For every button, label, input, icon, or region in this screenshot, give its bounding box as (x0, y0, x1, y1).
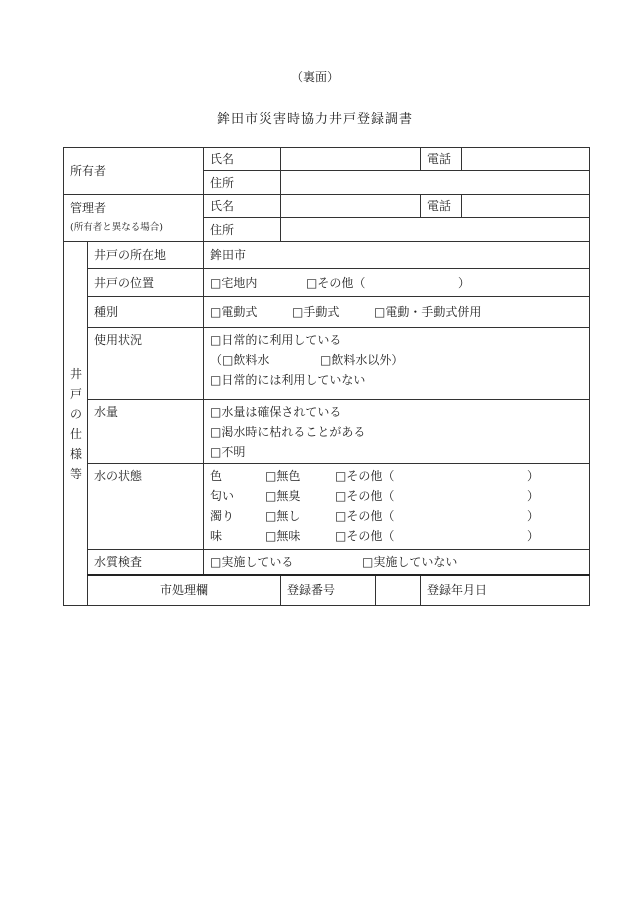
manager-phone-label: 電話 (421, 195, 462, 218)
page-note: （裏面） (290, 70, 339, 84)
volume-option-dry-season[interactable]: □渇水時に枯れることがある (210, 425, 366, 439)
type-option-both[interactable]: □電動・手動式併用 (374, 305, 482, 319)
owner-address-field[interactable] (281, 171, 590, 195)
usage-option-non-drinking[interactable]: □飲料水以外） (320, 353, 404, 367)
condition-row-turbidity: 濁り □無し □その他（ ） (210, 506, 583, 526)
manager-phone-field[interactable] (462, 195, 590, 218)
condition-row-taste: 味 □無味 □その他（ ） (210, 526, 583, 546)
manager-name-field[interactable] (281, 195, 421, 218)
color-option-none[interactable]: □無色 (265, 469, 301, 483)
usage-option-not-daily[interactable]: □日常的には利用していない (210, 373, 366, 387)
condition-row-smell: 匂い □無臭 □その他（ ） (210, 486, 583, 506)
usage-option-daily[interactable]: □日常的に利用している (210, 333, 342, 347)
volume-options (204, 400, 590, 464)
usage-label: 使用状況 (88, 328, 204, 400)
owner-address-label: 住所 (204, 171, 281, 195)
turbidity-option-none[interactable]: □無し (265, 509, 301, 523)
manager-label: 管理者 (70, 201, 107, 215)
well-position-options (204, 269, 590, 297)
color-option-other[interactable]: □その他（ (335, 469, 395, 483)
type-option-electric[interactable]: □電動式 (210, 305, 258, 319)
owner-name-field[interactable] (281, 148, 421, 171)
usage-options (204, 328, 590, 400)
manager-name-label: 氏名 (204, 195, 281, 218)
well-location-label: 井戸の所在地 (88, 242, 204, 269)
document-title: 鉾田市災害時協力井戸登録調書 (216, 112, 413, 127)
manager-label-cell (64, 195, 204, 242)
type-option-manual[interactable]: □手動式 (292, 305, 340, 319)
well-type-options (204, 297, 590, 328)
taste-option-other[interactable]: □その他（ (335, 529, 395, 543)
usage-drinking-line (210, 350, 583, 370)
inspection-options (204, 550, 590, 575)
inspection-label: 水質検査 (88, 550, 204, 575)
smell-option-other[interactable]: □その他（ (335, 489, 395, 503)
condition-options (204, 464, 590, 550)
condition-row-color: 色 □無色 □その他（ ） (210, 466, 583, 486)
volume-option-sufficient[interactable]: □水量は確保されている (210, 405, 342, 419)
owner-phone-label: 電話 (421, 148, 462, 171)
manager-address-label: 住所 (204, 218, 281, 242)
office-use-label: 市処理欄 (88, 575, 281, 606)
turbidity-option-other[interactable]: □その他（ (335, 509, 395, 523)
registration-form-table (63, 147, 590, 606)
usage-option-drinking[interactable]: （□飲料水 (210, 353, 270, 367)
smell-option-none[interactable]: □無臭 (265, 489, 301, 503)
position-close-paren: ） (458, 275, 471, 290)
volume-label: 水量 (88, 400, 204, 464)
manager-address-field[interactable] (281, 218, 590, 242)
registration-number-field[interactable] (376, 575, 421, 606)
position-option-other[interactable]: □その他（ (306, 275, 366, 290)
well-location-value: 鉾田市 (204, 242, 590, 269)
owner-label: 所有者 (64, 148, 204, 195)
owner-name-label: 氏名 (204, 148, 281, 171)
manager-sublabel: (所有者と異なる場合) (70, 222, 163, 233)
inspection-option-not-done[interactable]: □実施していない (362, 554, 458, 569)
registration-date-label: 登録年月日 (421, 575, 590, 606)
taste-option-none[interactable]: □無味 (265, 529, 301, 543)
spec-vertical-label: 井 戸 の 仕 様 等 (64, 242, 88, 606)
well-type-label: 種別 (88, 297, 204, 328)
volume-option-unknown[interactable]: □不明 (210, 445, 246, 459)
position-option-residential[interactable]: □宅地内 (210, 275, 258, 290)
well-position-label: 井戸の位置 (88, 269, 204, 297)
owner-phone-field[interactable] (462, 148, 590, 171)
registration-number-label: 登録番号 (281, 575, 376, 606)
inspection-option-done[interactable]: □実施している (210, 554, 294, 569)
condition-label: 水の状態 (88, 464, 204, 550)
